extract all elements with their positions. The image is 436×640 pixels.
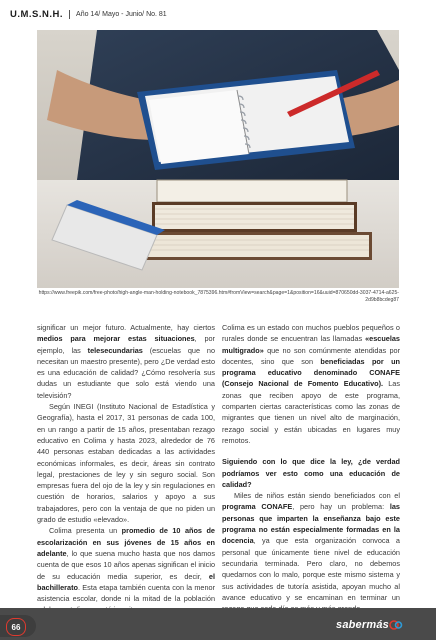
header-divider (69, 10, 70, 19)
section-question: Siguiendo con lo que dice la ley, ¿de verdad podríamos ver esto como una educación de calidad? (222, 457, 400, 489)
sabermas-logo (336, 617, 403, 633)
paragraph: Colima presenta un promedio de 10 años de escolarización en sus jóvenes de 15 años en adelante, lo que suena mucho hasta que nos damos cuenta de que esos 10 años apenas significan el inicio de su educación media superior, es decir, el bachillerato. Esta etapa también cuenta con la menor asistencia escolar, donde ni la mitad de la población (37, 526, 215, 604)
paragraph: Miles de niños están siendo beneficiados con el programa CONAFE, pero hay un problema: las personas que imparten la enseñanza bajo este programa no están especialmente formadas en la docencia, ya que esta organización convoca a personal que únicamente tiene nivel de educación secundaria terminada. Pero claro, no debemos quedarnos con lo malo, porque este mismo sistema y sus actividades de tutoría asistida, apoyan mucho al avance educativo y se encaminan en terminar un (222, 491, 400, 602)
left-column (37, 322, 215, 616)
page-footer (0, 608, 436, 640)
paragraph: Colima es un estado con muchos pueblos pequeños o rurales donde se encuentran las llamadas «escuelas multigrado» que no son comúnmente atendidas por docentes, sino que son beneficiadas por un programa educativo denominado CONAFE (Consejo Nacional de Fomento Educativo). Las zonas que reciben apoyo de este programa, comparten ciertas características como las zonas de migrantes que tienen un nivel alto de marginación, rezago social y están ubicadas en lugares muy remotos. (222, 323, 401, 445)
issue-info: Año 14/ Mayo - Junio/ No. 81 (76, 10, 167, 18)
right-column (222, 322, 400, 614)
page-number: 66 (6, 618, 26, 636)
paragraph: Según INEGI (Instituto Nacional de Estadística y Geografía), hasta el 2017, 31 personas de cada 100, en un rango a partir de 15 años, presentaban rezago educativo en Colima y hasta 2023, alrededor de 76 440 personas estaban dedicadas a las actividades económicas informales, es decir, áreas sin contrato legal, prestaciones de ley y sin seguro social. Son empresas fuera del ojo de la ley y sin regulaciones en cuestión de horarios, salarios y apoyo a sus trabajadores, pero con la ventaja de que no piden un grado de estudio «elevado». (37, 402, 215, 525)
running-header (10, 6, 167, 22)
journal-title: U.M.S.N.H. (10, 8, 64, 20)
notebook-books-illustration (37, 30, 399, 288)
paragraph: significar un mejor futuro. Actualmente, hay ciertos medios para mejorar estas situaciones, por ejemplo, las telesecundarias (escuelas que no necesitan un maestro presente), pero ¿De verdad esto es una educación de calidad? ¿Cómo resolvería sus dudas un estudiante que solo está viendo una televisión? (37, 323, 215, 400)
logo-text: sabermás (336, 619, 389, 631)
page-badge (0, 615, 36, 637)
article-photo (37, 30, 399, 288)
logo-mark-icon (389, 618, 403, 632)
photo-credit: https://www.freepik.com/free-photo/high-angle-man-holding-notebook_7875396.htm#fromView=search&page=1&position=16&uuid=870650dd-3037-4714-a625-2d9b8bcdeg87 (38, 290, 399, 303)
